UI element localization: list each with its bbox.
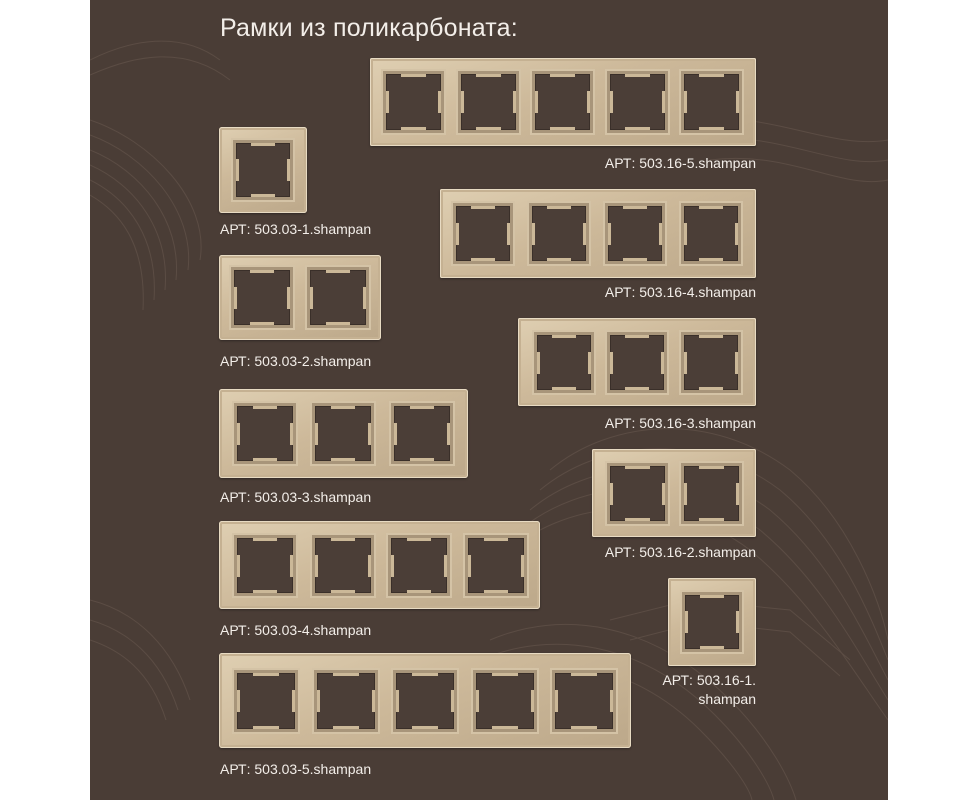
frame-opening (684, 206, 738, 261)
frame-503-16-5 (370, 58, 756, 146)
article-label: АРТ: 503.16-3.shampan (604, 415, 756, 431)
frame-503-16-4 (440, 189, 756, 278)
frame-opening (537, 335, 591, 390)
article-label: АРТ: 503.03-1.shampan (220, 221, 372, 237)
frame-opening (532, 206, 586, 261)
frame-opening (386, 74, 441, 130)
article-label: АРТ: 503.03-2.shampan (220, 353, 372, 369)
frame-opening (610, 335, 664, 390)
frame-opening (684, 466, 739, 521)
frame-503-03-2 (219, 255, 381, 340)
frame-opening (237, 406, 293, 461)
frame-opening (394, 406, 450, 461)
frame-opening (608, 206, 662, 261)
frame-opening (317, 673, 375, 729)
frame-opening (396, 673, 454, 729)
frame-opening (315, 406, 371, 461)
article-label: АРТ: 503.03-3.shampan (220, 489, 372, 505)
article-label: АРТ: 503.16-4.shampan (604, 284, 756, 300)
frame-opening (461, 74, 516, 130)
frame-503-03-4 (219, 521, 540, 609)
frame-opening (535, 74, 590, 130)
frame-opening (237, 673, 295, 729)
article-label: АРТ: 503.16-5.shampan (604, 155, 756, 171)
frame-opening (456, 206, 510, 261)
frame-opening (685, 595, 739, 649)
frame-503-16-2 (592, 449, 756, 537)
frame-opening (476, 673, 534, 729)
article-label-line2: shampan (698, 691, 756, 707)
article-label: АРТ: 503.16-2.shampan (604, 544, 756, 560)
frame-opening (237, 538, 293, 593)
page-title: Рамки из поликарбоната: (220, 14, 518, 42)
frame-opening (610, 466, 665, 521)
frame-opening (555, 673, 613, 729)
frame-opening (310, 270, 366, 325)
article-label: АРТ: 503.03-4.shampan (220, 622, 372, 638)
frame-503-16-3 (518, 318, 756, 406)
frame-opening (236, 143, 290, 197)
frame-503-03-5 (219, 653, 631, 748)
frame-opening (610, 74, 665, 130)
catalog-panel (90, 0, 888, 800)
frame-opening (234, 270, 290, 325)
article-label: АРТ: 503.03-5.shampan (220, 761, 372, 777)
frame-opening (468, 538, 524, 593)
frame-opening (684, 335, 738, 390)
frame-503-03-3 (219, 389, 468, 478)
frame-503-03-1 (219, 127, 307, 213)
frame-opening (315, 538, 371, 593)
frame-503-16-1 (668, 578, 756, 666)
frame-opening (684, 74, 739, 130)
article-label-line1: АРТ: 503.16-1. (662, 672, 756, 688)
frame-opening (391, 538, 447, 593)
